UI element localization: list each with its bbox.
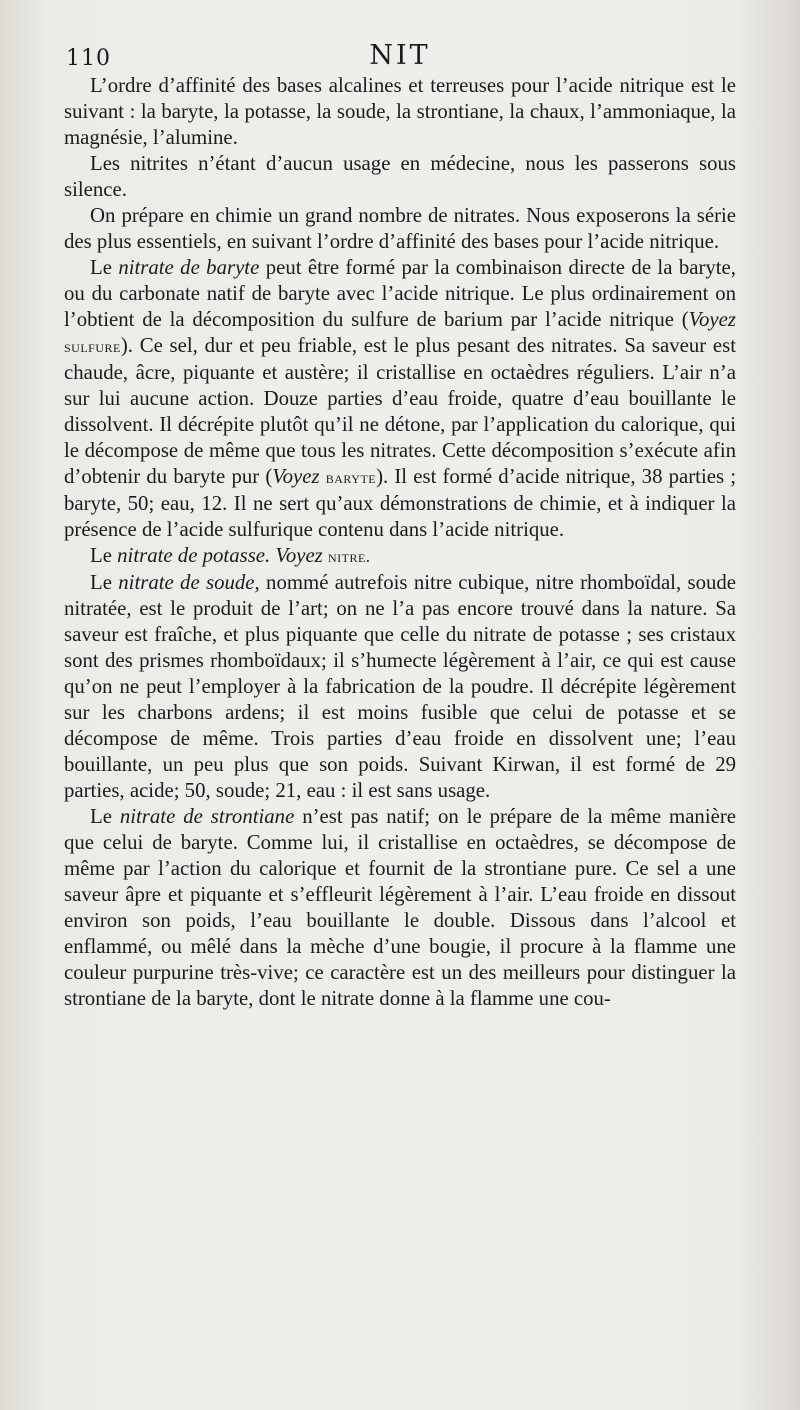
paragraph-nitrates-intro: On prépare en chimie un grand nombre de nitrates. Nous exposerons la série des plus essentiels, en suivant l’ordre d’affinité des bases pour l’acide nitrique. [64,204,736,253]
term-nitrate-strontiane: nitrate de strontiane [119,805,295,828]
cross-reference: sulfure [64,337,121,356]
page-header [66,40,734,74]
running-head: NIT [369,40,431,71]
paragraph-nitrate-strontiane: Le nitrate de strontiane n’est pas natif; on le prépare de la même manière que celui de baryte. Comme lui, il cristallise en octaèdres, se décompose de même par l’action du calorique et fournit de la strontiane pure. Ce sel a une saveur âpre et piquante et s’effleurit légèrement à l’air. L’eau froide en dissout environ son poids, l’eau bouillante le double. Dissous dans l’alcool et enflammé, ou mêlé dans la mèche d’une bougie, il procure à la flamme une couleur purpurine très-vive; ce caractère est un des meilleurs pour distinguer la strontiane de la baryte, dont le nitrate donne à la flamme une cou- [64,805,736,1010]
paragraph-affinity: L’ordre d’affinité des bases alcalines et terreuses pour l’acide nitrique est le suivant : la baryte, la potasse, la soude, la strontiane, la chaux, l’ammoniaque, la magnésie, l’alumine. [64,74,736,149]
cross-reference: baryte [325,468,377,487]
term-nitrate-potasse: nitrate de potasse. [117,544,271,567]
cross-reference: nitre. [327,547,371,566]
body-text [64,73,736,1012]
paragraph-nitrate-potasse: Le nitrate de potasse. Voyez nitre. [90,544,371,567]
term-nitrate-baryte: nitrate de baryte [118,256,260,279]
paragraph-nitrate-soude: Le nitrate de soude, nommé autrefois nitre cubique, nitre rhomboïdal, soude nitratée, est le produit de l’art; on ne l’a pas encore trouvé dans la nature. Sa saveur est fraîche, et plus piquante que celle du nitrate de potasse ; ses cristaux sont des prismes rhomboïdaux; il s’humecte légèrement à l’air, ce qui est cause qu’on ne peut l’employer à la fabrication de la poudre. Il décrépite légèrement sur les charbons ardens; il est moins fusible que celui de potasse et se décompose de même. Trois parties d’eau froide en dissolvent une; l’eau bouillante, un peu plus que son poids. Suivant Kirwan, il est formé de 29 parties, acide; 50, soude; 21, eau : il est sans usage. [64,571,737,802]
paragraph-nitrites: Les nitrites n’étant d’aucun usage en médecine, nous les passerons sous silence. [64,152,736,201]
term-nitrate-soude: nitrate de soude, [118,571,260,594]
page-number: 110 [66,46,111,71]
paragraph-nitrate-baryte: Le nitrate de baryte peut être formé par la combinaison directe de la baryte, ou du carbonate natif de baryte avec l’acide nitrique. Le plus ordinairement on l’obtient de la décomposition du sulfure de barium par l’acide nitrique (Voyez sulfure). Ce sel, dur et peu friable, est le plus pesant des nitrates. Sa saveur est chaude, âcre, piquante et austère; il cristallise en octaèdres réguliers. L’air n’a sur lui aucune action. Douze parties d’eau froide, quatre d’eau bouillante le dissolvent. Il décrépite plutôt qu’il ne détone, par l’application du calorique, qui le décompose de même que tous les nitrates. Cette décomposition s’exécute afin d’obtenir du baryte pur (Voyez baryte). Il est formé d’acide nitrique, 38 parties ; baryte, 50; eau, 12. Il ne sert qu’aux démonstrations de chimie, et à indiquer la présence de l’acide sulfurique contenu dans l’acide nitrique. [64,256,736,541]
